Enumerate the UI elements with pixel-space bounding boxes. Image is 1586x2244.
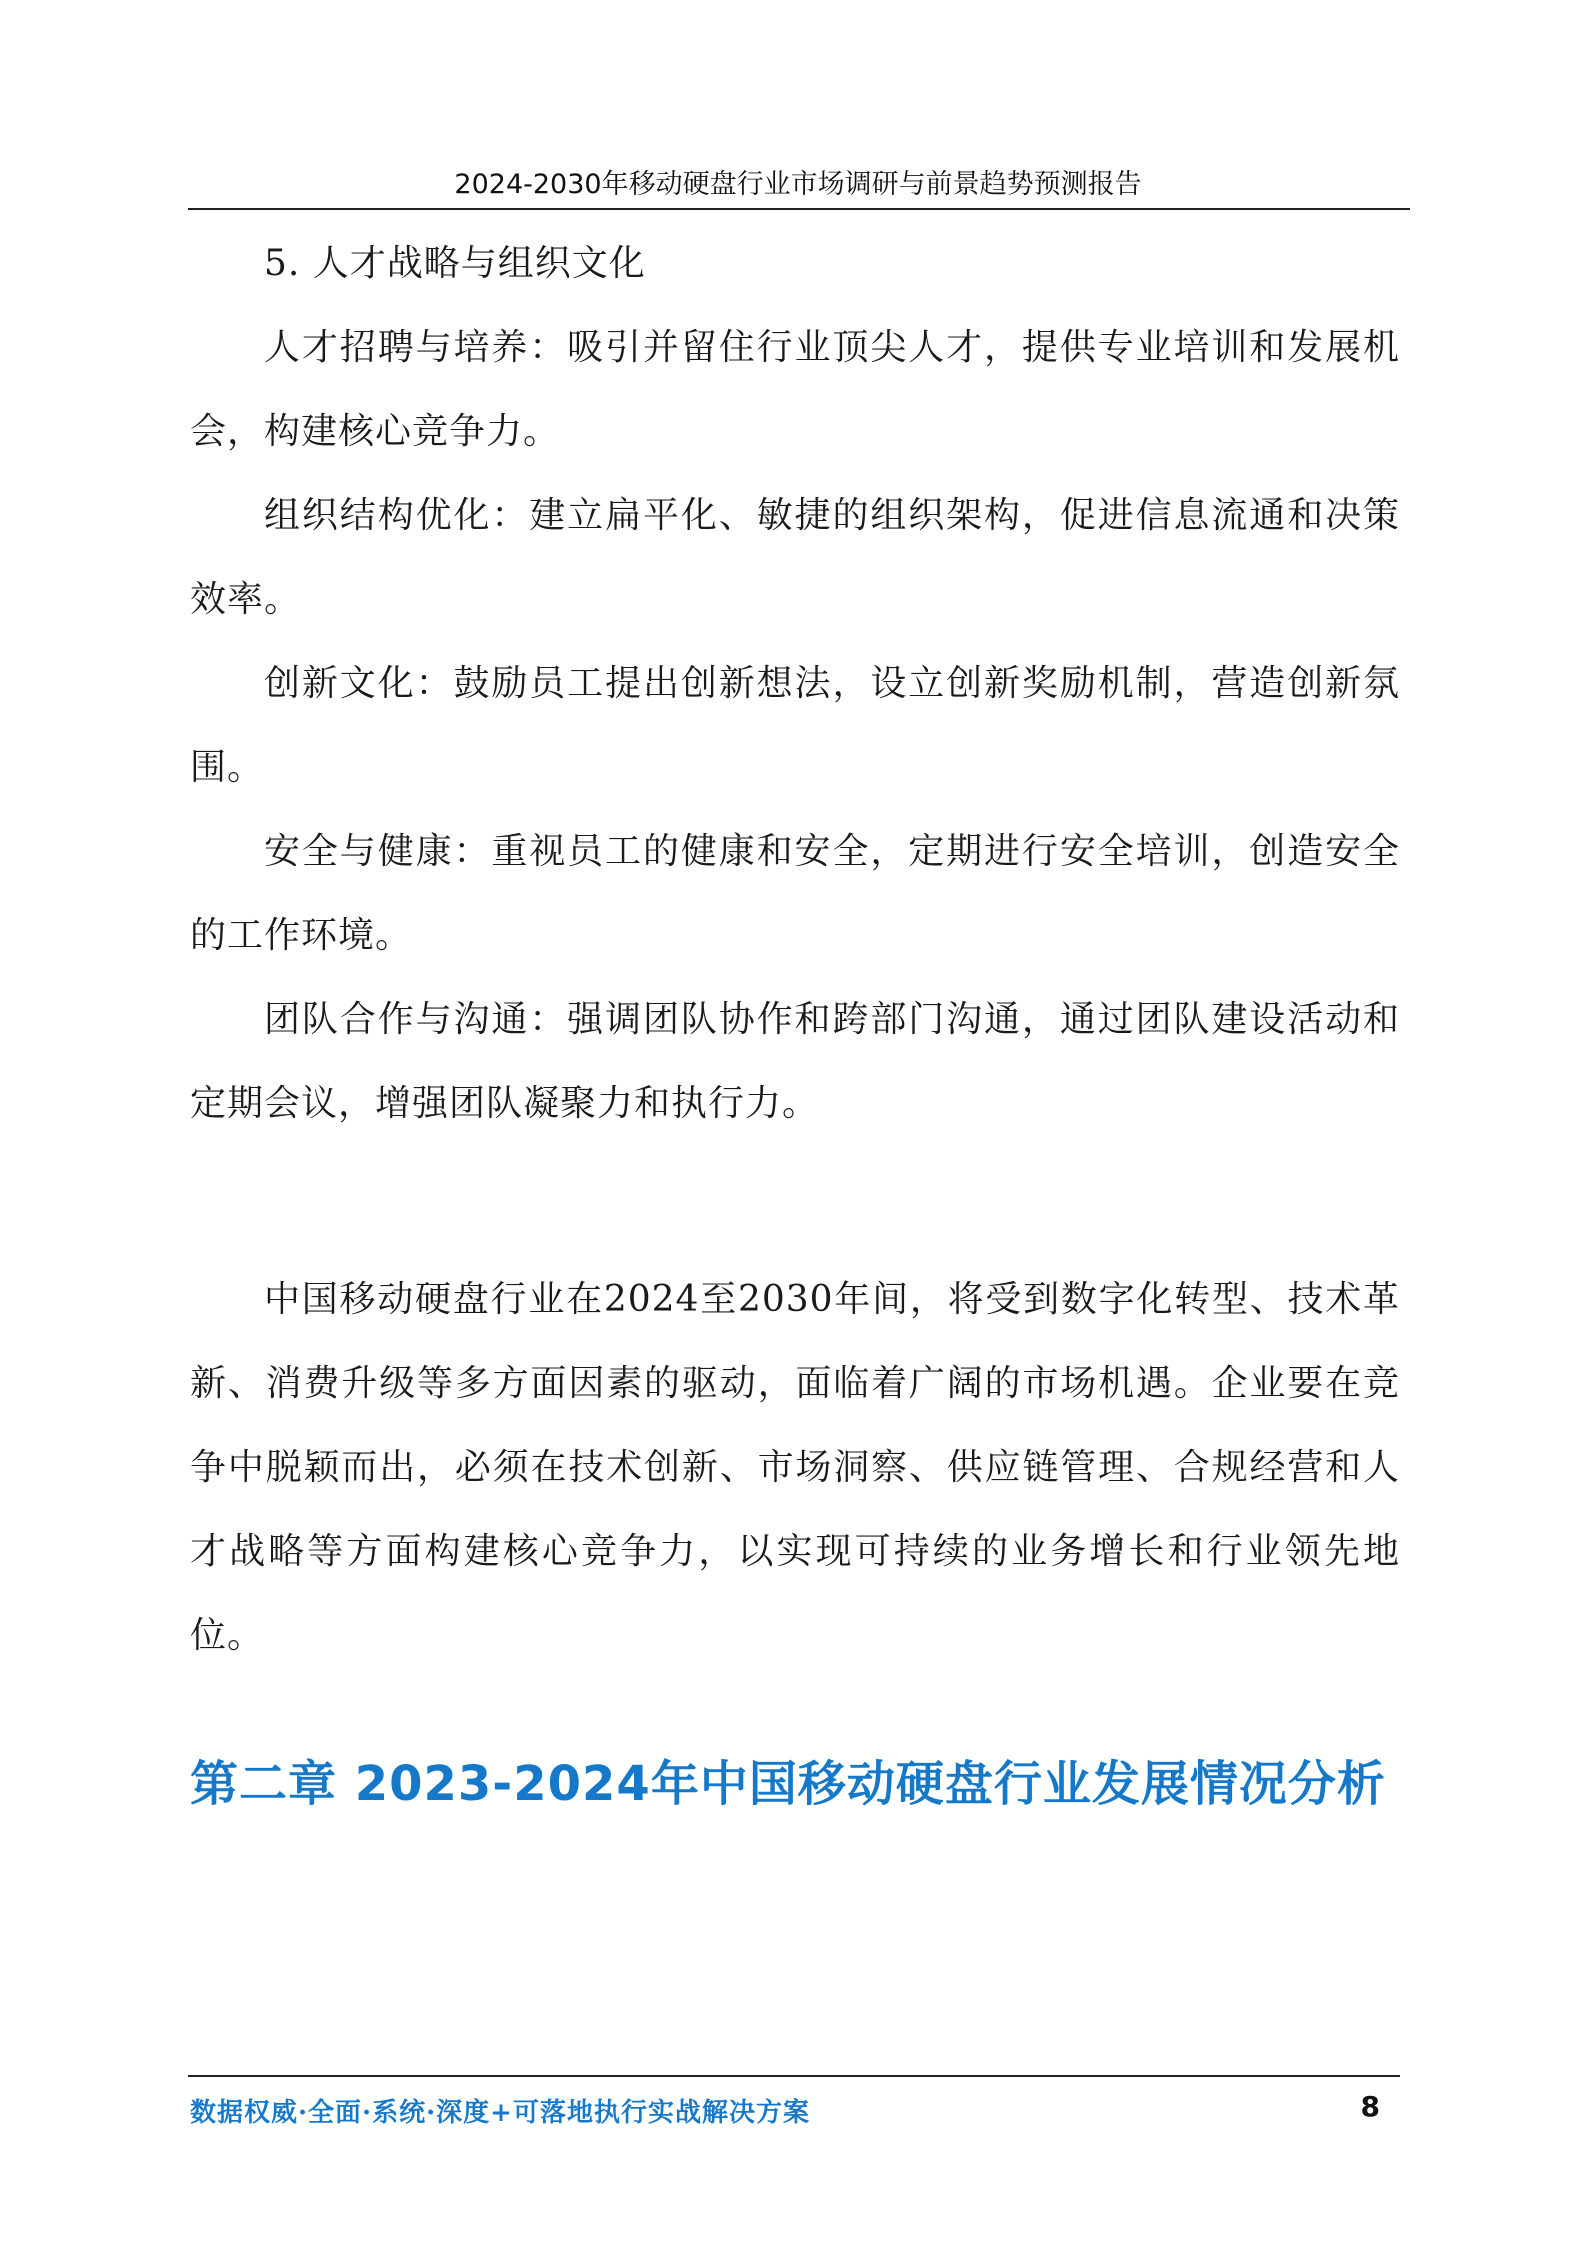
header-title: 2024-2030年移动硬盘行业市场调研与前景趋势预测报告	[454, 169, 1142, 200]
header-divider	[188, 208, 1410, 210]
paragraph-teamwork: 团队合作与沟通：强调团队协作和跨部门沟通，通过团队建设活动和定期会议，增强团队凝聚力和执行力。	[190, 999, 1400, 1124]
paragraph-org-structure: 组织结构优化：建立扁平化、敏捷的组织架构，促进信息流通和决策效率。	[190, 495, 1400, 620]
page-number: 8	[1360, 2090, 1380, 2123]
paragraph-talent: 人才招聘与培养：吸引并留住行业顶尖人才，提供专业培训和发展机会，构建核心竞争力。	[190, 327, 1400, 452]
paragraph-safety: 安全与健康：重视员工的健康和安全，定期进行安全培训，创造安全的工作环境。	[190, 831, 1400, 956]
conclusion-paragraph: 中国移动硬盘行业在2024至2030年间，将受到数字化转型、技术革新、消费升级等多方面因素的驱动，面临着广阔的市场机遇。企业要在竞争中脱颖而出，必须在技术创新、市场洞察、供应链管理、合规经营和人才战略等方面构建核心竞争力，以实现可持续的业务增长和行业领先地位。	[190, 1279, 1400, 1656]
paragraph-innovation: 创新文化：鼓励员工提出创新想法，设立创新奖励机制，营造创新氛围。	[190, 663, 1400, 788]
footer-slogan: 数据权威·全面·系统·深度+可落地执行实战解决方案	[190, 2098, 810, 2128]
footer-divider	[188, 2075, 1400, 2077]
section-heading: 5. 人才战略与组织文化	[264, 243, 646, 284]
spacer	[190, 1146, 1400, 1258]
page-content	[190, 222, 1400, 1678]
chapter-title: 第二章 2023-2024年中国移动硬盘行业发展情况分析	[190, 1756, 1386, 1812]
